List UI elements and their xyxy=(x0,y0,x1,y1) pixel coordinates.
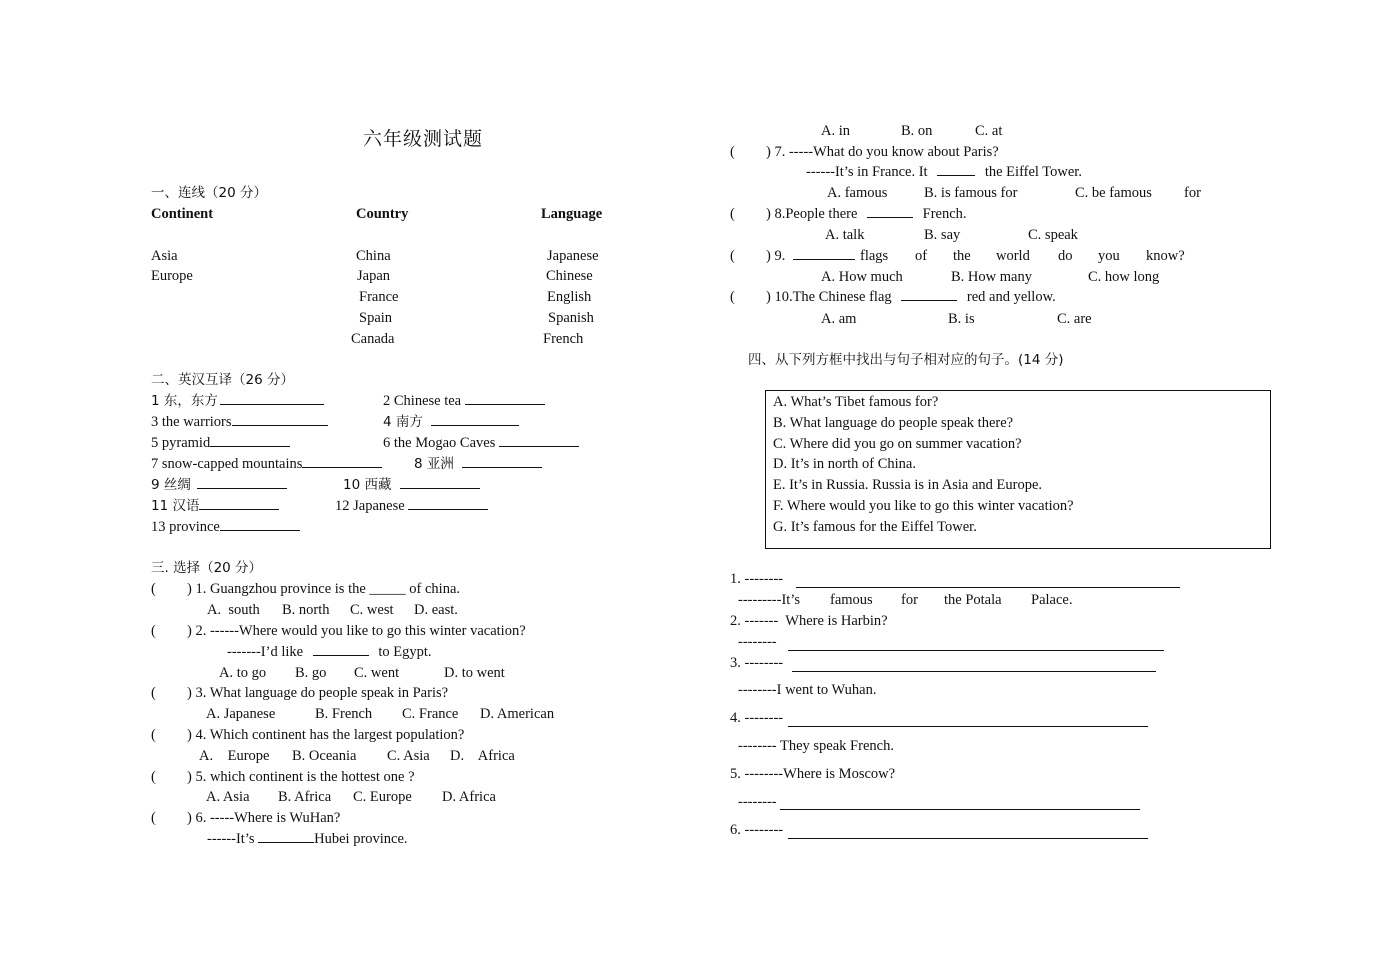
q9-word: know? xyxy=(1146,248,1185,264)
box-sentence: F. Where would you like to go this winter vacation? xyxy=(773,498,1074,514)
question-paren: ( xyxy=(730,206,735,222)
option: C. France xyxy=(402,706,459,722)
dialog-5: 5. --------Where is Moscow? xyxy=(730,766,896,782)
dialog-1-reply: the Potala xyxy=(944,592,1002,608)
dialog-1-reply: famous xyxy=(830,592,873,608)
question-4: ) 4. Which continent has the largest population? xyxy=(187,727,465,743)
question-paren: ( xyxy=(730,144,735,160)
option: A. Asia xyxy=(206,789,250,805)
question-paren: ( xyxy=(730,289,735,305)
translate-item: 4 南方 xyxy=(383,413,519,431)
section-4-heading: 四、从下列方框中找出与句子相对应的句子。(14 分) xyxy=(748,352,1064,368)
country-item: Canada xyxy=(351,331,395,347)
option: D. east. xyxy=(414,602,458,618)
header-country: Country xyxy=(356,206,409,222)
dialog-5-reply: -------- xyxy=(738,794,777,810)
q9-word: do xyxy=(1058,248,1073,264)
option: B. say xyxy=(924,227,961,243)
question-8: ) 8.People there French. xyxy=(766,206,967,222)
option: A. am xyxy=(821,311,857,327)
dialog-1-reply: Palace. xyxy=(1031,592,1073,608)
question-2: ) 2. ------Where would you like to go this winter vacation? xyxy=(187,623,526,639)
option: B. north xyxy=(282,602,330,618)
option: C. west xyxy=(350,602,394,618)
option: D. to went xyxy=(444,665,505,681)
header-continent: Continent xyxy=(151,206,214,222)
question-paren: ( xyxy=(151,581,156,597)
answer-line xyxy=(788,838,1148,839)
country-item: China xyxy=(356,248,391,264)
question-1: ) 1. Guangzhou province is the _____ of china. xyxy=(187,581,461,597)
q9-word: you xyxy=(1098,248,1120,264)
option: C. be famous xyxy=(1075,185,1152,201)
dialog-3: 3. -------- xyxy=(730,655,784,671)
dialog-1-reply: for xyxy=(901,592,918,608)
question-6-answer: ------It’s Hubei province. xyxy=(207,831,408,847)
section-1-heading: 一、连线（20 分） xyxy=(151,185,267,201)
question-2-answer: -------I’d like to Egypt. xyxy=(227,644,432,660)
option: B. How many xyxy=(951,269,1032,285)
section-3-heading: 三. 选择（20 分） xyxy=(151,560,263,576)
country-item: Japan xyxy=(357,268,391,284)
option: A. in xyxy=(821,123,850,139)
translate-item: 2 Chinese tea xyxy=(383,392,545,410)
question-paren: ( xyxy=(151,727,156,743)
option: B. is famous for xyxy=(924,185,1018,201)
option: A. How much xyxy=(821,269,903,285)
option: B. Africa xyxy=(278,789,332,805)
option: for xyxy=(1184,185,1201,201)
translate-item: 13 province xyxy=(151,518,300,536)
option: D. American xyxy=(480,706,555,722)
section-2-heading: 二、英汉互译（26 分） xyxy=(151,372,294,388)
box-sentence: E. It’s in Russia. Russia is in Asia and Europe. xyxy=(773,477,1043,493)
option: C. at xyxy=(975,123,1003,139)
option: D. Africa xyxy=(442,789,496,805)
box-sentence: A. What’s Tibet famous for? xyxy=(773,394,939,410)
question-paren: ( xyxy=(151,623,156,639)
question-paren: ( xyxy=(151,810,156,826)
translate-item: 6 the Mogao Caves xyxy=(383,434,579,452)
option: B. Oceania xyxy=(292,748,357,764)
translate-item: 9 丝绸 xyxy=(151,476,287,494)
option: A. famous xyxy=(827,185,888,201)
option: C. Asia xyxy=(387,748,430,764)
translate-item: 7 snow-capped mountains xyxy=(151,455,382,473)
q9-word: the xyxy=(953,248,971,264)
question-7-answer: ------It’s in France. It the Eiffel Tower. xyxy=(806,164,1082,180)
continent-item: Asia xyxy=(151,248,178,264)
language-item: Chinese xyxy=(546,268,593,284)
language-item: English xyxy=(547,289,592,305)
question-paren: ( xyxy=(730,248,735,264)
option: B. go xyxy=(295,665,327,681)
question-5: ) 5. which continent is the hottest one ? xyxy=(187,769,415,785)
dialog-4-reply: -------- They speak French. xyxy=(738,738,894,754)
translate-item: 10 西藏 xyxy=(343,476,480,494)
option: B. on xyxy=(901,123,933,139)
country-item: France xyxy=(359,289,399,305)
box-sentence: G. It’s famous for the Eiffel Tower. xyxy=(773,519,977,535)
option: C. went xyxy=(354,665,400,681)
dialog-1-reply: ---------It’s xyxy=(738,592,800,608)
option: B. French xyxy=(315,706,373,722)
page-title: 六年级测试题 xyxy=(363,128,484,150)
question-paren: ( xyxy=(151,769,156,785)
question-9: ) 9. xyxy=(766,247,855,265)
dialog-1: 1. -------- xyxy=(730,571,784,587)
header-language: Language xyxy=(541,206,603,222)
translate-item: 11 汉语 xyxy=(151,497,279,515)
translate-item: 8 亚洲 xyxy=(414,455,542,473)
option: C. are xyxy=(1057,311,1092,327)
continent-item: Europe xyxy=(151,268,193,284)
question-6: ) 6. -----Where is WuHan? xyxy=(187,810,341,826)
answer-line xyxy=(780,809,1140,810)
translate-item: 1 东，东方 xyxy=(151,392,324,410)
option: A. south xyxy=(207,602,260,618)
translate-item: 5 pyramid xyxy=(151,434,290,452)
answer-line xyxy=(792,671,1156,672)
option: D. Africa xyxy=(450,748,515,764)
option: C. Europe xyxy=(353,789,412,805)
q9-word: of xyxy=(915,248,928,264)
question-3: ) 3. What language do people speak in Paris? xyxy=(187,685,449,701)
dialog-3-reply: --------I went to Wuhan. xyxy=(738,682,877,698)
option: C. speak xyxy=(1028,227,1078,243)
language-item: Japanese xyxy=(547,248,599,264)
dialog-2: 2. ------- Where is Harbin? xyxy=(730,613,888,629)
question-10: ) 10.The Chinese flag red and yellow. xyxy=(766,289,1056,305)
option: A. to go xyxy=(219,665,267,681)
answer-line xyxy=(796,587,1180,588)
box-sentence: D. It’s in north of China. xyxy=(773,456,916,472)
box-sentence: C. Where did you go on summer vacation? xyxy=(773,436,1022,452)
option: A. talk xyxy=(825,227,865,243)
dialog-4: 4. -------- xyxy=(730,710,784,726)
option: B. is xyxy=(948,311,975,327)
answer-line xyxy=(788,726,1148,727)
option: A. Europe xyxy=(199,748,270,764)
option: C. how long xyxy=(1088,269,1160,285)
question-paren: ( xyxy=(151,685,156,701)
answer-line xyxy=(788,650,1164,651)
option: A. Japanese xyxy=(206,706,276,722)
q9-word: world xyxy=(996,248,1030,264)
language-item: Spanish xyxy=(548,310,594,326)
question-7: ) 7. -----What do you know about Paris? xyxy=(766,144,999,160)
translate-item: 3 the warriors xyxy=(151,413,328,431)
language-item: French xyxy=(543,331,584,347)
box-sentence: B. What language do people speak there? xyxy=(773,415,1014,431)
dialog-2-reply: -------- xyxy=(738,634,777,650)
translate-item: 12 Japanese xyxy=(335,497,488,515)
country-item: Spain xyxy=(359,310,393,326)
dialog-6: 6. -------- xyxy=(730,822,784,838)
q9-word: flags xyxy=(860,248,889,264)
